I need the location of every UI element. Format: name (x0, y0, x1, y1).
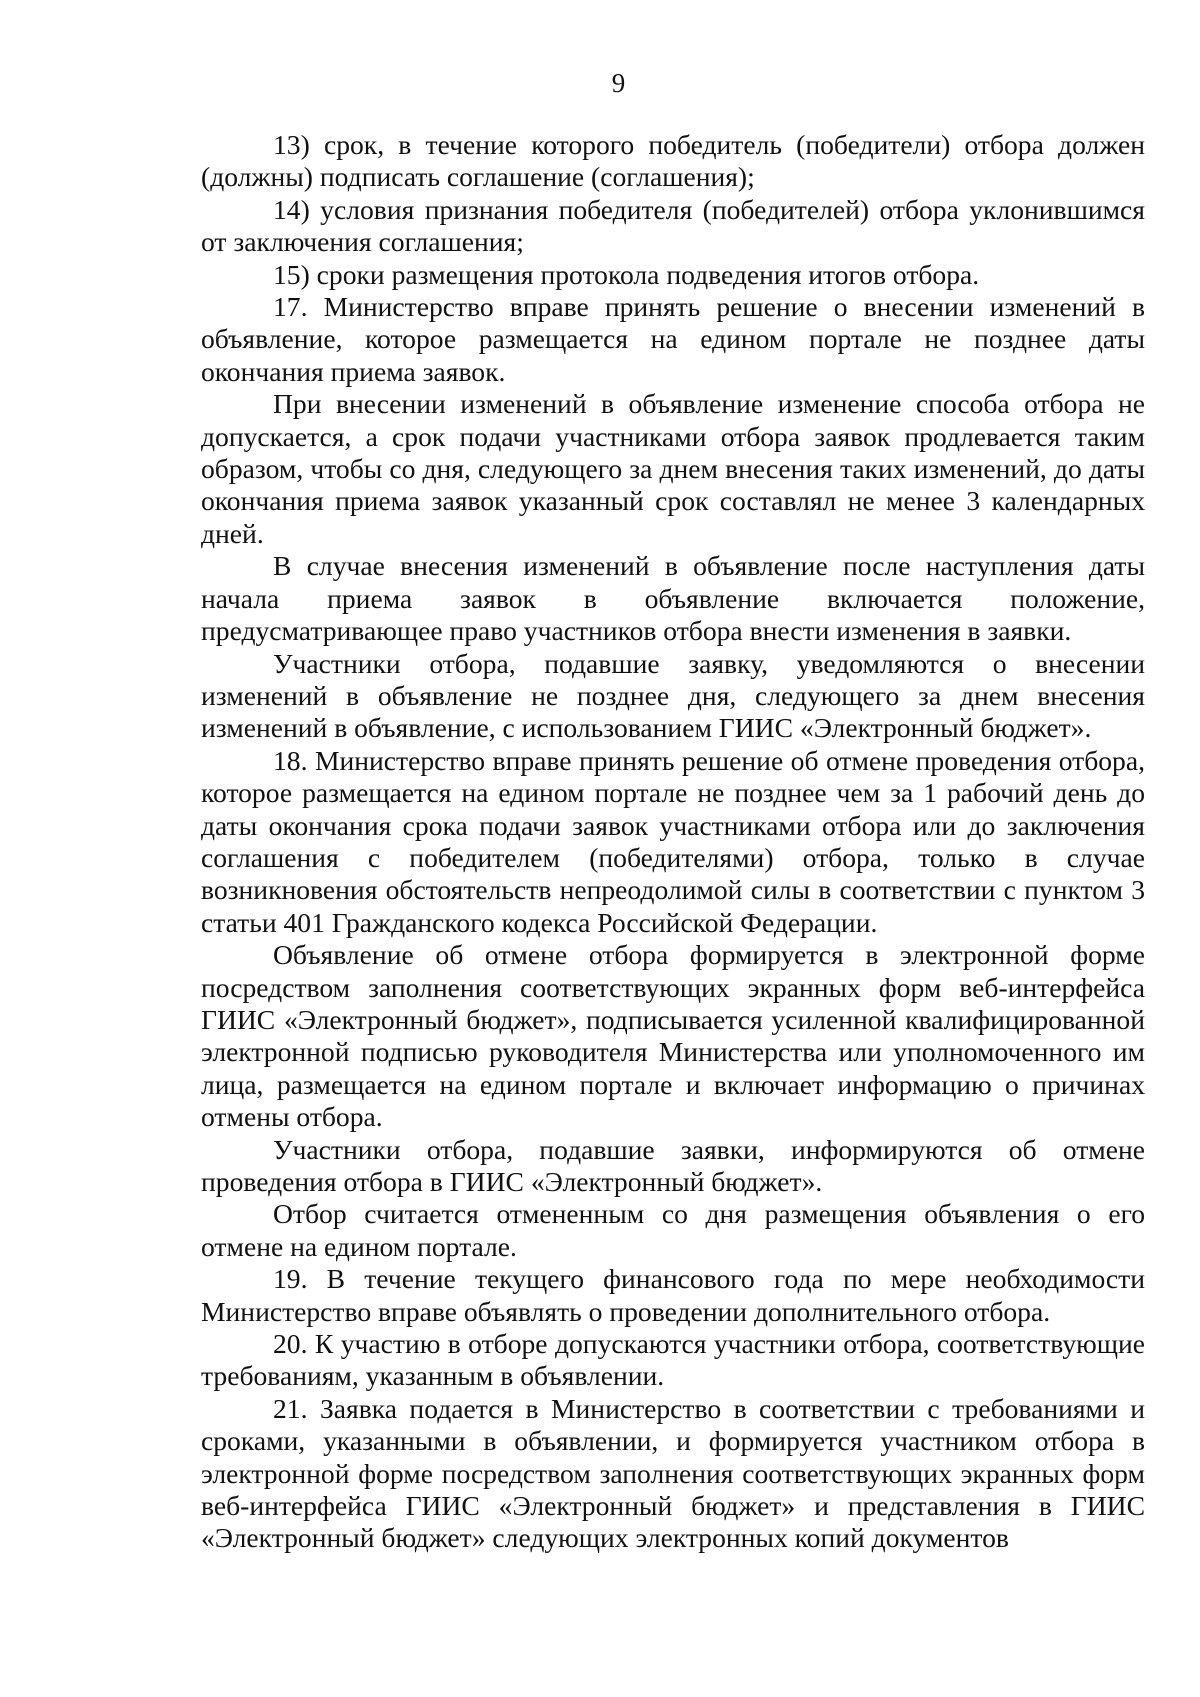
paragraph-clause-17-notification: Участники отбора, подавшие заявку, уведомляются о внесении изменений в объявление не позднее дня, следующего за днем внесения изменений в объявление, с использованием ГИИС «Электронный бюджет». (201, 647, 1145, 744)
paragraph-clause-17-after-start: В случае внесения изменений в объявление после наступления даты начала приема заявок в объявление включается положение, предусматривающее право участников отбора внести изменения в заявки. (201, 550, 1145, 647)
paragraph-clause-19: 19. В течение текущего финансового года по мере необходимости Министерство вправе объявлять о проведении дополнительного отбора. (201, 1263, 1145, 1327)
paragraph-clause-18-participants: Участники отбора, подавшие заявки, информируются об отмене проведения отбора в ГИИС «Электронный бюджет». (201, 1133, 1145, 1197)
paragraph-clause-18: 18. Министерство вправе принять решение об отмене проведения отбора, которое размещается на едином портале не позднее чем за 1 рабочий день до даты окончания срока подачи заявок участниками отбора или до заключения соглашения с победителем (победителями) отбора, только в случае возникновения обстоятельств непреодолимой силы в соответствии с пунктом 3 статьи 401 Гражданского кодекса Российской Федерации. (201, 744, 1145, 938)
paragraph-clause-20: 20. К участию в отборе допускаются участники отбора, соответствующие требованиям, указанным в объявлении. (201, 1328, 1145, 1392)
paragraph-item-14: 14) условия признания победителя (победителей) отбора уклонившимся от заключения соглашения; (201, 193, 1145, 258)
document-body (201, 129, 1145, 1555)
page-number: 9 (611, 68, 626, 98)
paragraph-item-13: 13) срок, в течение которого победитель (победители) отбора должен (должны) подписать соглашение (соглашения); (201, 129, 1145, 193)
paragraph-item-15: 15) сроки размещения протокола подведения итогов отбора. (273, 258, 980, 290)
paragraph-clause-18-announcement: Объявление об отмене отбора формируется в электронной форме посредством заполнения соответствующих экранных форм веб-интерфейса ГИИС «Электронный бюджет», подписывается усиленной квалифицированной электронной подписью руководителя Министерства или уполномоченного им лица, размещается на едином портале и включает информацию о причинах отмены отбора. (201, 939, 1145, 1133)
paragraph-clause-21: 21. Заявка подается в Министерство в соответствии с требованиями и сроками, указанными в объявлении, и формируется участником отбора в электронной форме посредством заполнения соответствующих экранных форм веб-интерфейса ГИИС «Электронный бюджет» и представления в ГИИС «Электронный бюджет» следующих электронных копий документов (201, 1392, 1145, 1554)
paragraph-clause-18-cancelled: Отбор считается отмененным со дня размещения объявления о его отмене на едином портале. (201, 1198, 1145, 1262)
paragraph-clause-17-changes: При внесении изменений в объявление изменение способа отбора не допускается, а срок подачи участниками отбора заявок продлевается таким образом, чтобы со дня, следующего за днем внесения таких изменений, до даты окончания приема заявок указанный срок составлял не менее 3 календарных дней. (201, 388, 1145, 549)
paragraph-clause-17: 17. Министерство вправе принять решение о внесении изменений в объявление, которое размещается на едином портале не позднее даты окончания приема заявок. (201, 291, 1145, 387)
